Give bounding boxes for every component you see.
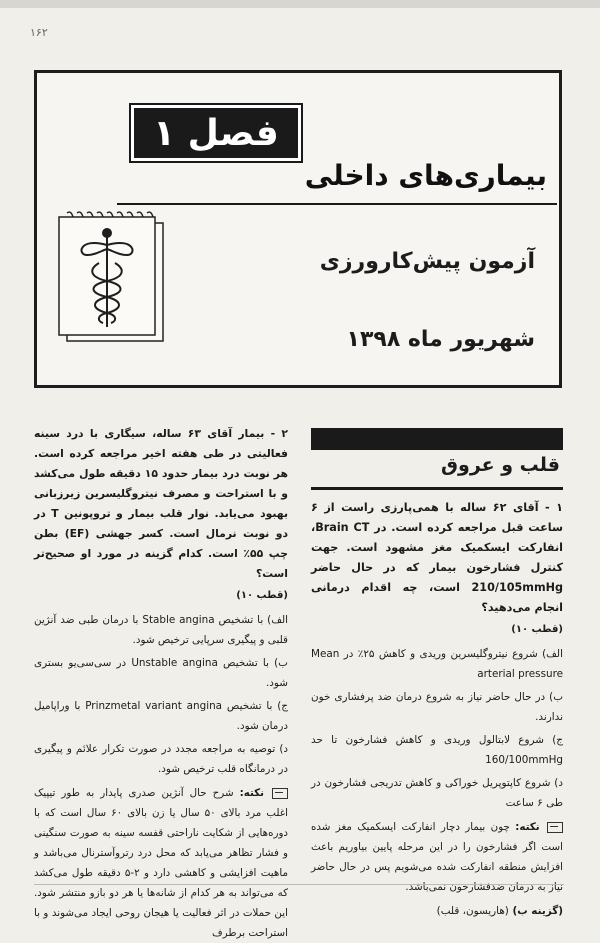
note-text: شرح حال آنژین صدری پایدار به طور تیپیک اغلب مرد بالای ۵۰ سال یا زن بالای ۶۰ سال است که با دوره‌هایی از شکایت ناراحتی قفسه سینه به صورت سنگینی و فشار تظاهر می‌یابد که محل درد رتروآسترنال می‌باشد و ماهیت افزایشی و کاهشی دارد و ۲-۵ دقیقه طول می‌کشد که می‌تواند به هر کدام از شانه‌ها یا هر دو بازو منتشر شود. این حملات در اثر فعالیت یا هیجان روحی ایجاد می‌شوند و با استراحت برطرف: [34, 787, 288, 939]
chapter-title: بیماری‌های داخلی: [304, 159, 547, 192]
header-divider: [117, 203, 557, 205]
option-alef: الف) شروع نیتروگلیسرین وریدی و کاهش ۲۵٪ در Mean arterial pressure: [311, 648, 563, 680]
explanation-note: [34, 783, 288, 943]
exam-title: آزمون پیش‌کارورزی: [319, 249, 535, 274]
chapter-header-box: [34, 70, 562, 388]
options-list: [34, 610, 288, 779]
question-stem: ۲ - بیمار آقای ۶۳ ساله، سیگاری با درد سینه فعالیتی در طی هفته اخیر مراجعه کرده است. هر نوبت درد بیمار حدود ۱۵ دقیقه طول می‌کشد و با استراحت و مصرف نیتروگلیسرین زیرزبانی بهبود می‌یابد. نوار قلب بیمار و تروپونین T در دو نوبت نرمال است. کسر جهشی (EF) بطن چپ ۵۵٪ است. کدام گزینه در مورد او صحیح‌تر است؟: [34, 427, 289, 580]
chapter-banner: فصل ۱: [131, 105, 301, 161]
question-source: (قطب ۱۰): [236, 590, 288, 601]
notebook-caduceus-icon: [53, 211, 171, 345]
answer-choice: (گزینه ب): [512, 905, 563, 917]
answer-reference: (هاریسون، قلب): [436, 905, 509, 917]
note-label: نکته:: [239, 787, 264, 799]
section-title: قلب و عروق: [441, 454, 560, 476]
option-dal: د) توصیه به مراجعه مجدد در صورت تکرار علائم و پیگیری در درمانگاه قلب ترخیص شود.: [34, 743, 288, 775]
option-be: ب) در حال حاضر نیاز به شروع درمان ضد پرفشاری خون ندارند.: [311, 691, 563, 723]
explanation-note: [311, 817, 563, 897]
page-top-strip: [0, 0, 600, 8]
option-alef: الف) با تشخیص Stable angina با درمان طبی ضد آنژین قلبی و پیگیری سرپایی ترخیص شود.: [34, 614, 288, 646]
exam-date: شهریور ماه ۱۳۹۸: [346, 327, 535, 352]
option-be: ب) با تشخیص Unstable angina در سی‌سی‌یو بستری شود.: [34, 657, 288, 689]
question-stem: ۱ - آقای ۶۲ ساله با همی‌پارزی راست از ۶ ساعت قبل مراجعه کرده است. در Brain CT، انفارکت ایسکمیک مغز مشهود است. جهت کنترل فشارخون بیمار که در حال حاضر 210/105mmHg است، چه اقدام درمانی انجام می‌دهید؟: [311, 501, 563, 614]
section-title-underline: [311, 487, 563, 490]
page-footer-rule: [34, 884, 564, 885]
question-2: [34, 424, 288, 943]
section-header-bar: [311, 428, 563, 450]
note-text: چون بیمار دچار انفارکت ایسکمیک مغز شده است اگر فشارخون را در این مرحله پایین بیاوریم باعث افزایش منطقه انفارکت شده می‌شویم پس در حال حاضر نیاز به درمان ضدفشارخون نمی‌باشد.: [311, 821, 563, 893]
answer-line: [311, 901, 563, 921]
option-jim: ج) با تشخیص Prinzmetal variant angina با وراپامیل درمان شود.: [34, 700, 289, 732]
option-jim: ج) شروع لابتالول وریدی و کاهش فشارخون تا حد 160/100mmHg: [311, 734, 563, 766]
note-book-icon: [272, 788, 288, 799]
note-book-icon: [547, 822, 563, 833]
options-list: [311, 644, 563, 813]
question-1: [311, 498, 563, 921]
note-label: نکته:: [515, 821, 540, 833]
question-source: (قطب ۱۰): [511, 624, 563, 635]
page-number: ۱۶۲: [30, 26, 48, 39]
option-dal: د) شروع کاپتوپریل خوراکی و کاهش تدریجی فشارخون در طی ۶ ساعت: [311, 777, 563, 809]
